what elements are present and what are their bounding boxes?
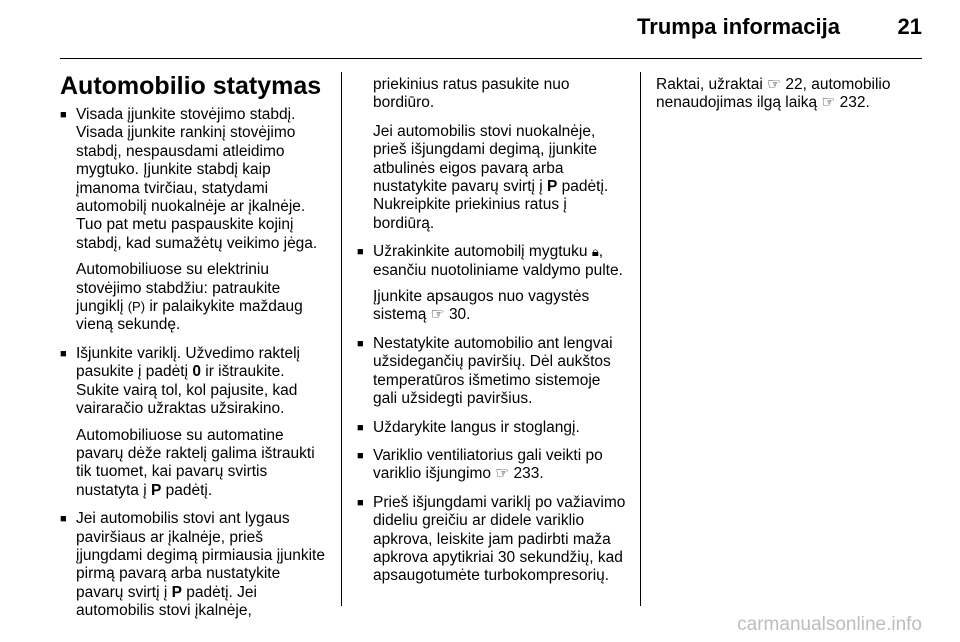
column-1 [60,72,330,631]
column-separator [640,72,641,606]
paragraph: Automobiliuose su automatine pavarų dėže raktelį galima ištraukti tik tuomet, kai pavarų svirtis nustatyta į P padėtį. [76,426,315,499]
list-item [357,243,627,325]
paragraph: Įjunkite apsaugos nuo vagystės sistemą ☞ 30. [373,288,590,324]
section-title: Automobilio statymas [60,72,322,100]
list-item [60,510,330,620]
paragraph: Uždarykite langus ir stoglangį. [373,418,580,436]
page-reference-icon: ☞ [767,76,782,93]
header-rule [60,58,922,59]
column-2 [357,76,627,596]
bullet-icon: ■ [357,421,364,434]
lock-icon: 🔒︎ [591,244,599,260]
list-item [60,345,330,500]
list-item [357,419,627,437]
page-reference-icon: ☞ [495,465,510,483]
bullet-icon: ■ [357,496,364,509]
paragraph: Užrakinkite automobilį mygtuku 🔒︎, esančiu nuotoliniame valdymo pulte. [373,243,623,279]
column-3 [656,76,921,113]
paragraph: priekinius ratus pasukite nuo bordiūro. [373,76,570,112]
list-item [357,335,627,409]
paragraph: Jei automobilis stovi ant lygaus paviršiaus ar įkalnėje, prieš įjungdami degimą pirmiausia įjunkite pirmą pavarą arba nustatykite pavarų svirtį į P padėtį. Jei automobilis stovi įkalnėje, [76,510,325,620]
bullet-icon: ■ [60,513,67,526]
bullet-icon: ■ [357,449,364,462]
column-separator [341,72,342,606]
list-item [60,106,330,335]
paragraph: Nestatykite automobilio ant lengvai užsidegančių paviršių. Dėl aukštos temperatūros išmetimo sistemoje gali užsidegti paviršius. [373,334,613,408]
list-item [357,447,627,484]
page-header [0,0,960,66]
footer-watermark: carmanualsonline.info [737,614,922,635]
page-reference-icon: ☞ [430,306,445,324]
bullet-icon: ■ [357,337,364,350]
bullet-icon: ■ [357,246,364,259]
paragraph: Automobiliuose su elektriniu stovėjimo stabdžiu: patraukite jungiklį (P) ir palaikykite maždaug vieną sekundę. [76,261,303,334]
page-reference-icon: ☞ [821,94,836,112]
paragraph: Išjunkite variklį. Užvedimo raktelį pasukite į padėtį 0 ir ištraukite. Sukite vairą tol, kol pajusite, kad vairaračio užraktas užsirakino. [76,344,300,418]
page-number: 21 [897,14,922,39]
bullet-icon: ■ [60,109,67,121]
parking-brake-icon: (P) [127,299,146,315]
paragraph: Raktai, užraktai ☞ 22, automobilio nenaudojimas ilgą laiką ☞ 232. [656,76,891,112]
paragraph: Variklio ventiliatorius gali veikti po variklio išjungimo ☞ 233. [373,446,603,483]
list-item [357,494,627,586]
paragraph: Visada įjunkite stovėjimo stabdį. Visada įjunkite rankinį stovėjimo stabdį, nespausdami atleidimo mygtuko. Įjunkite stabdį kaip įmanoma tvirčiau, statydami automobilį nuokalnėje ar įkalnėje. Tuo pat metu paspauskite kojinį stabdį, kad sumažėtų veikimo jėga. [76,106,318,252]
paragraph: Prieš išjungdami variklį po važiavimo dideliu greičiu ar didele variklio apkrova, leiskite jam padirbti maža apkrova apytikriai 30 sekundžių, kad apsaugotumėte turbokompresorių. [373,493,626,585]
paragraph: Jei automobilis stovi nuokalnėje, prieš išjungdami degimą, įjunkite atbulinės eigos pavarą arba nustatykite pavarų svirtį į P padėtį. Nukreipkite priekinius ratus į bordiūrą. [373,122,609,232]
bullet-icon: ■ [60,347,67,360]
header-title: Trumpa informacija [637,14,840,39]
